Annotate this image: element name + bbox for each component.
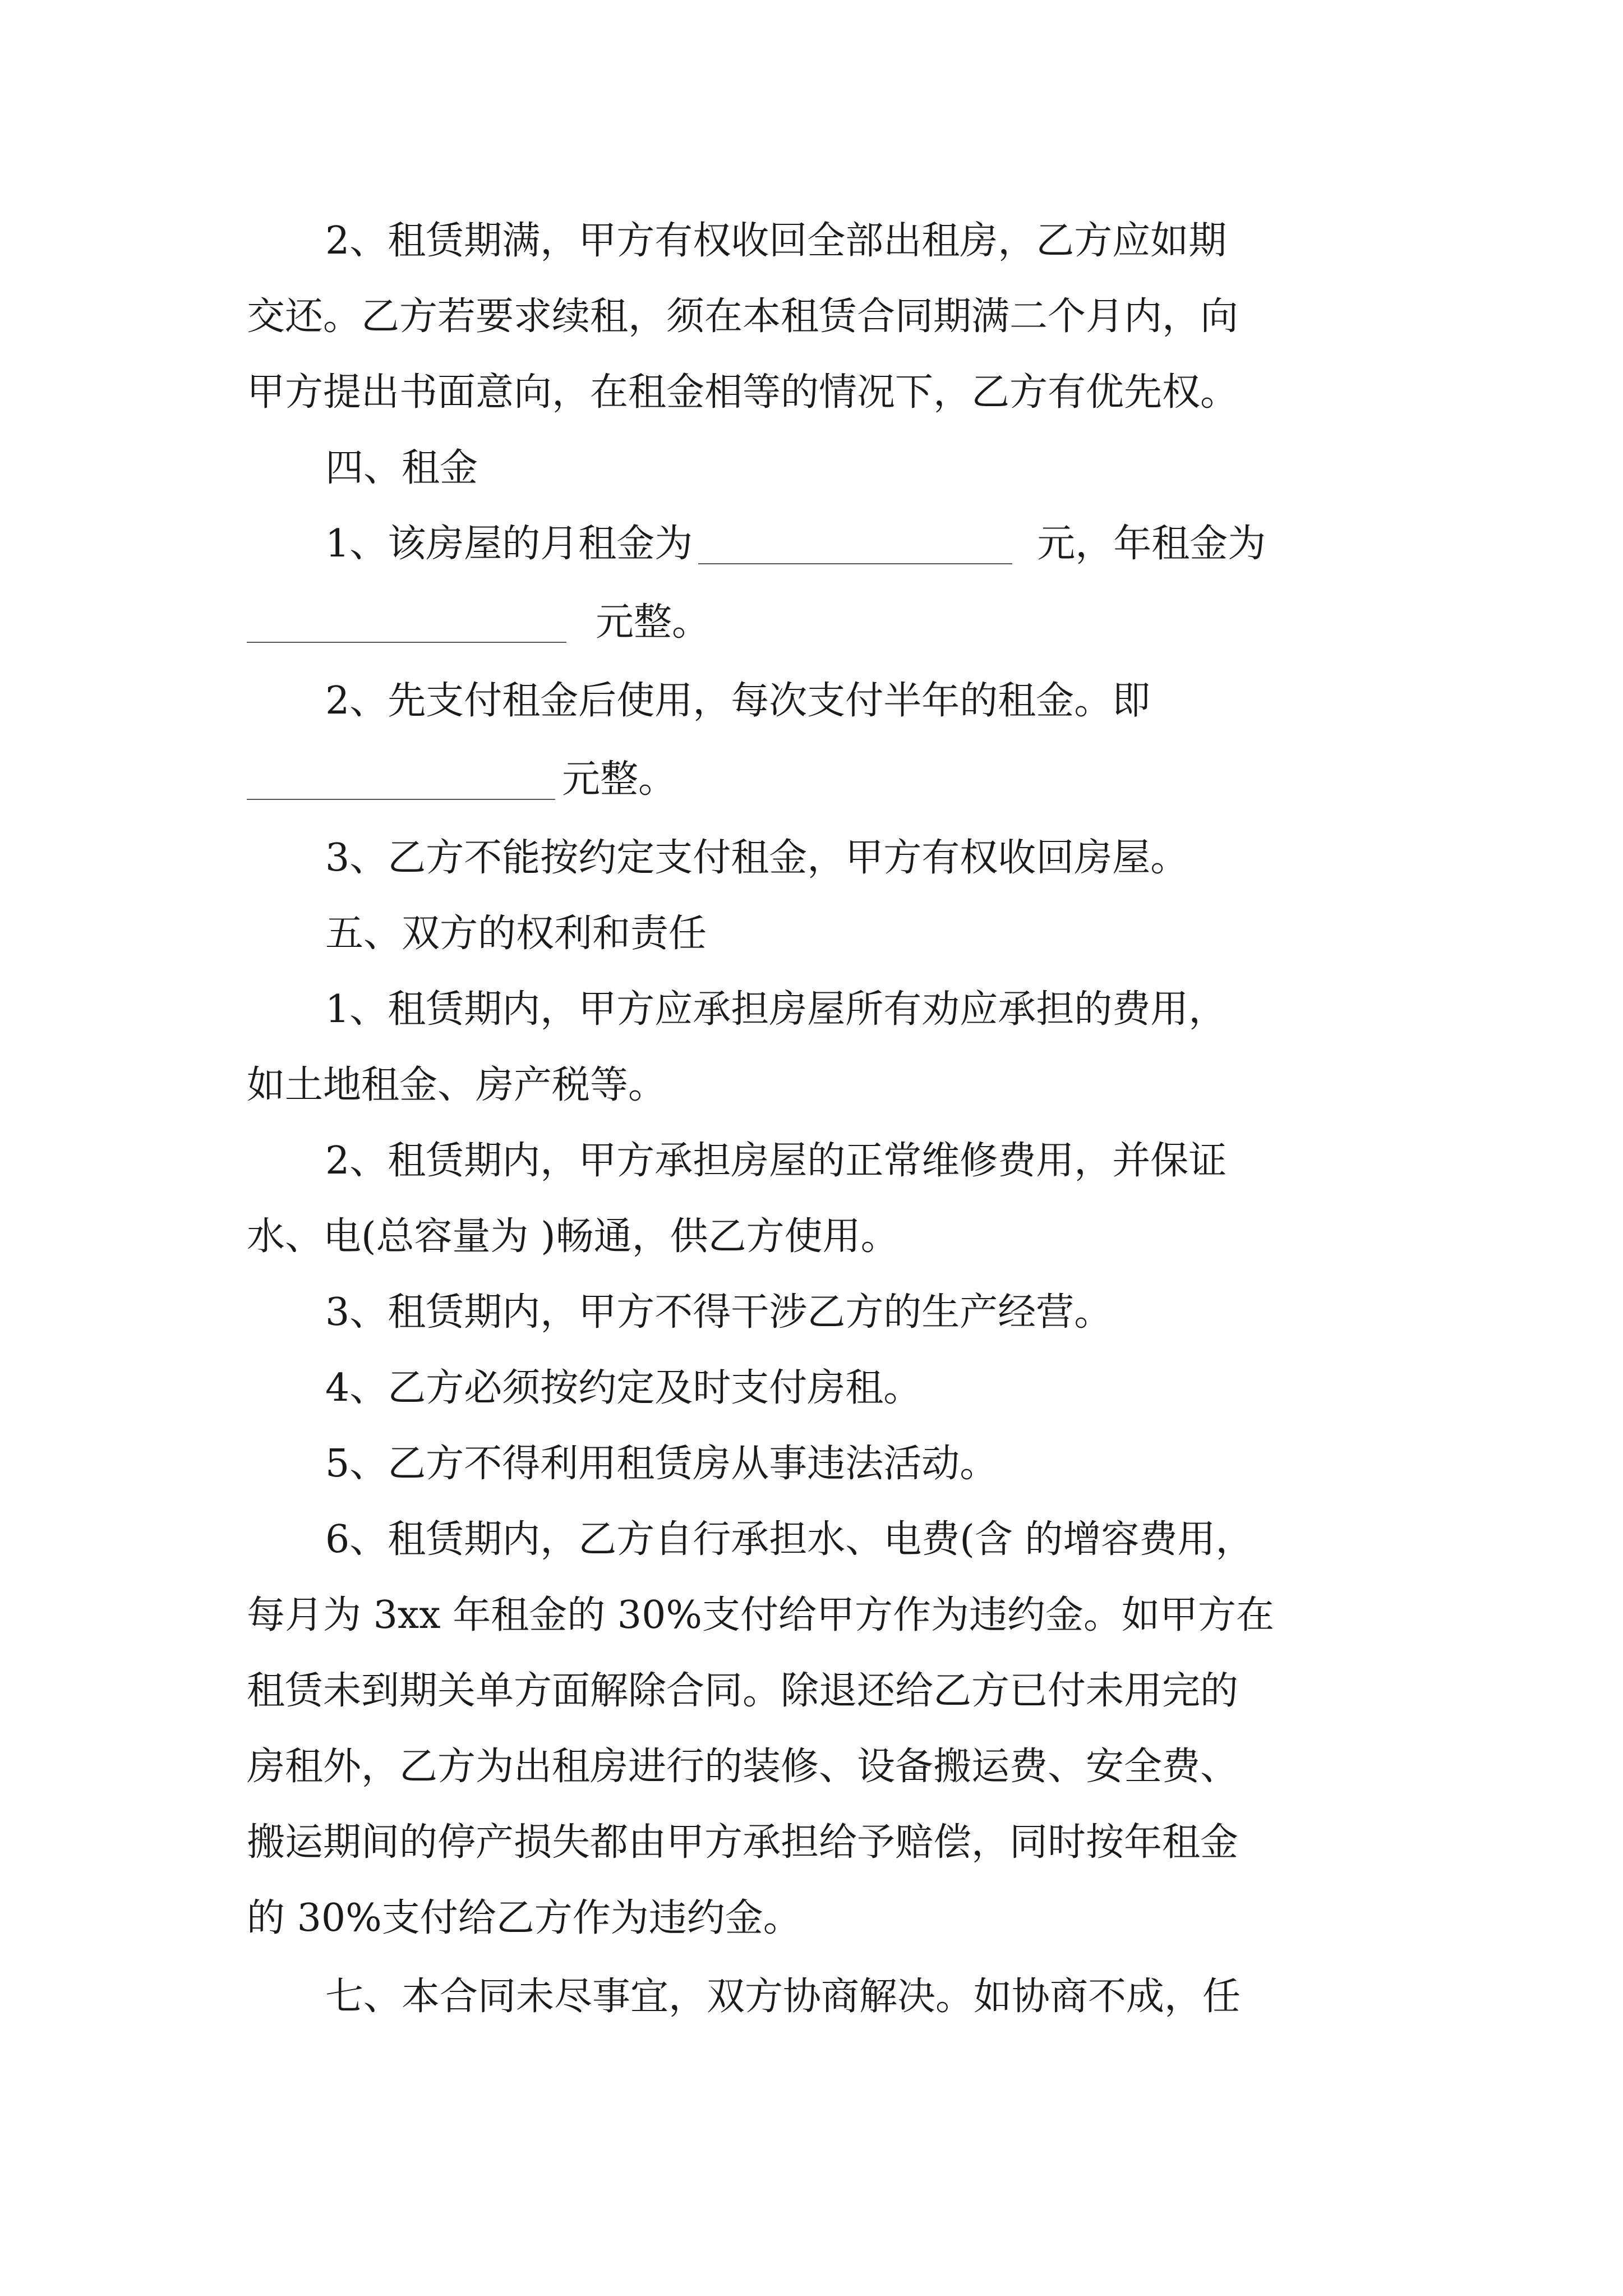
section-heading-rent: 四、租金	[325, 446, 478, 490]
paragraph-line: 租赁未到期关单方面解除合同。除退还给乙方已付未用完的	[247, 1669, 1239, 1713]
paragraph-line: 水、电(总容量为 )畅通，供乙方使用。	[247, 1214, 899, 1259]
paragraph-line: 搬运期间的停产损失都由甲方承担给予赔偿，同时按年租金	[247, 1820, 1239, 1865]
annual-rent-blank	[247, 642, 566, 643]
half-year-rent-blank	[247, 799, 555, 800]
rent-amount-label: 1、该房屋的月租金为	[325, 522, 693, 566]
paragraph-line: 房租外，乙方为出租房进行的装修、设备搬运费、安全费、	[247, 1745, 1239, 1789]
rent-amount-line	[325, 505, 1380, 583]
paragraph-line: 每月为 3xx 年租金的 30%支付给甲方作为违约金。如甲方在	[247, 1593, 1274, 1637]
paragraph-line: 1、租赁期内，甲方应承担房屋所有劝应承担的费用，	[325, 987, 1227, 1032]
paragraph-line: 6、租赁期内，乙方自行承担水、电费(含 的增容费用，	[325, 1517, 1254, 1562]
paragraph-line: 的 30%支付给乙方作为违约金。	[247, 1896, 801, 1940]
paragraph-line: 2、租赁期满，甲方有权收回全部出租房，乙方应如期	[325, 219, 1227, 263]
paragraph-line: 交还。乙方若要求续租，须在本租赁合同期满二个月内，向	[247, 295, 1239, 339]
paragraph-line: 3、租赁期内，甲方不得干涉乙方的生产经营。	[325, 1290, 1113, 1335]
paragraph-line: 2、租赁期内，甲方承担房屋的正常维修费用，并保证	[325, 1139, 1227, 1183]
paragraph-line: 七、本合同未尽事宜，双方协商解决。如协商不成，任	[325, 1975, 1241, 2019]
amount-suffix: 元整。	[562, 757, 677, 802]
paragraph-line: 甲方提出书面意向，在租金相等的情况下，乙方有优先权。	[247, 370, 1239, 415]
half-year-rent-line	[247, 740, 1380, 819]
monthly-rent-blank	[698, 563, 1012, 564]
paragraph-line: 如土地租金、房产税等。	[247, 1063, 667, 1107]
annual-rent-label: 元，年租金为	[1037, 522, 1266, 566]
paragraph-line: 4、乙方必须按约定及时支付房租。	[325, 1366, 922, 1410]
paragraph-line: 3、乙方不能按约定支付租金，甲方有权收回房屋。	[325, 836, 1189, 880]
amount-suffix: 元整。	[596, 600, 711, 645]
paragraph-line: 5、乙方不得利用租赁房从事违法活动。	[325, 1442, 998, 1486]
section-heading-rights: 五、双方的权利和责任	[325, 912, 707, 956]
annual-rent-line	[247, 583, 1380, 662]
paragraph-line: 2、先支付租金后使用，每次支付半年的租金。即	[325, 679, 1151, 723]
